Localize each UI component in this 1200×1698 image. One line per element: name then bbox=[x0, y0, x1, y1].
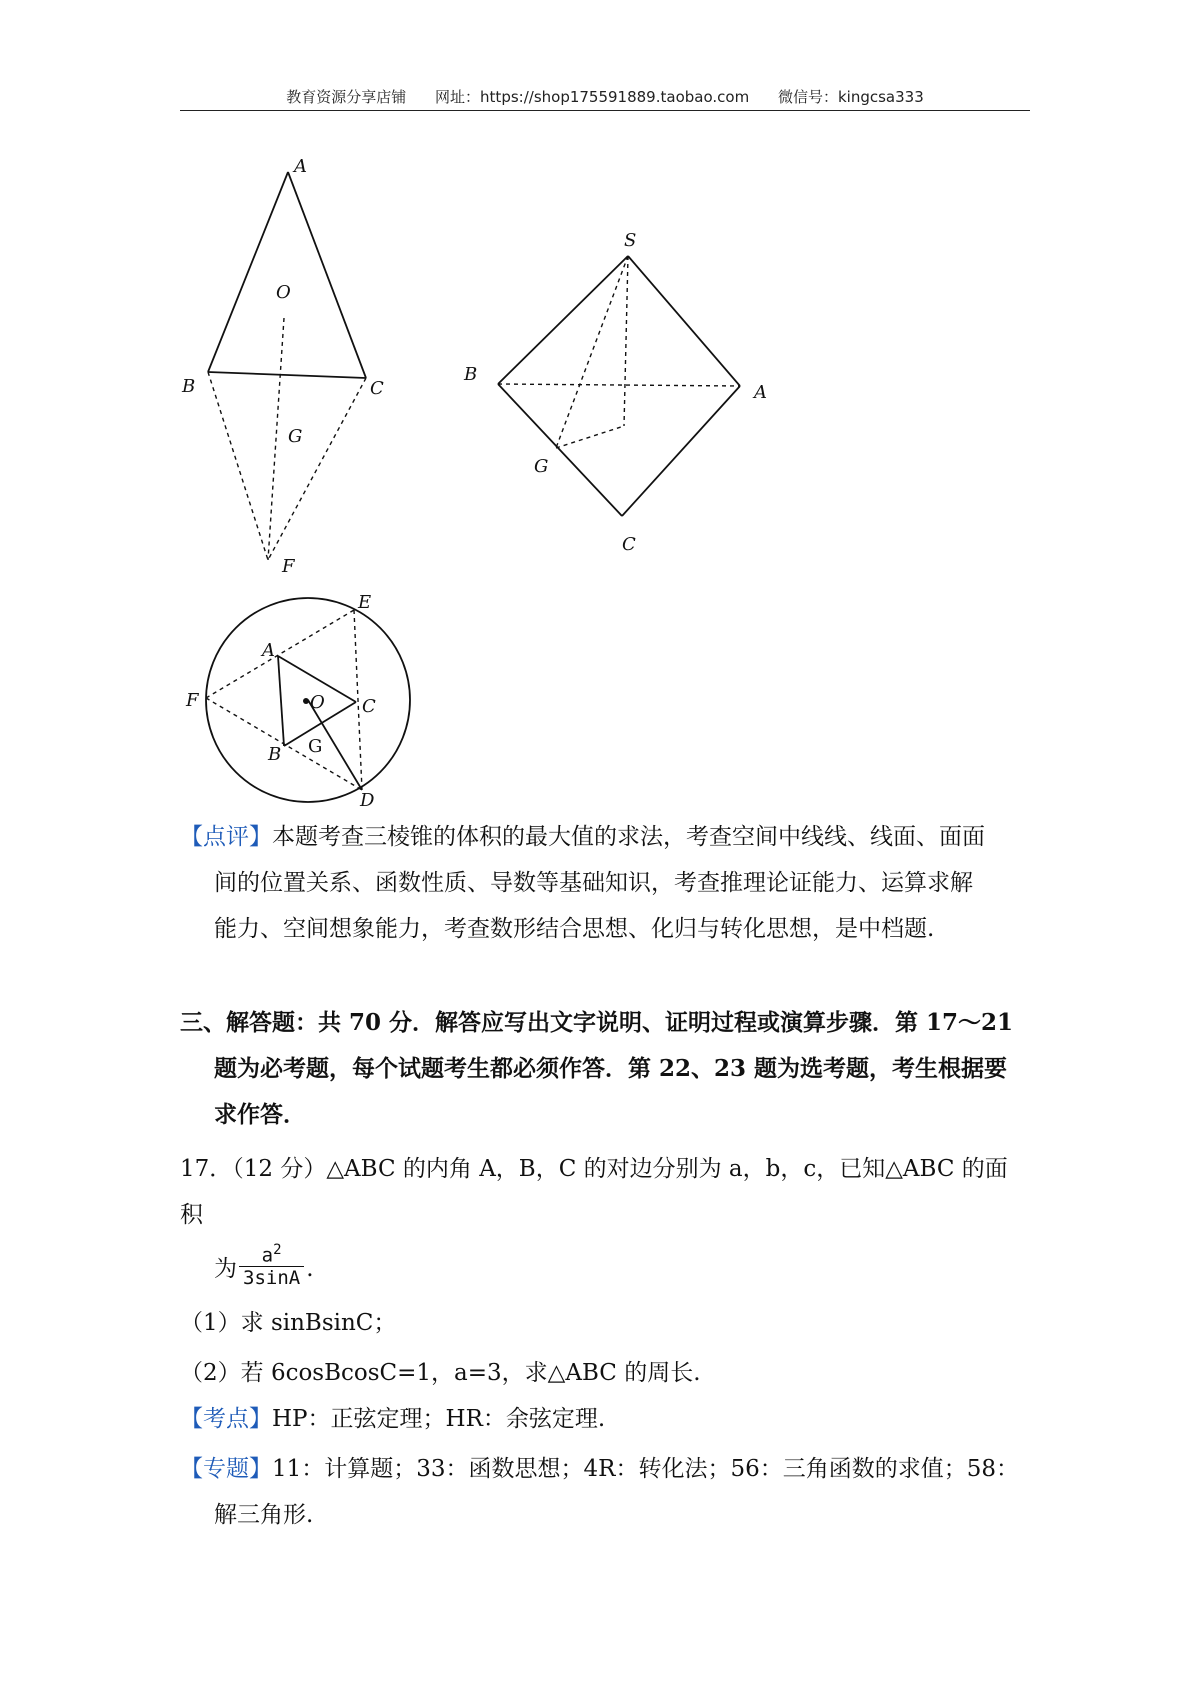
edge-SB bbox=[498, 256, 628, 384]
edge-AB bbox=[208, 172, 288, 372]
edge-SA bbox=[628, 256, 740, 386]
segment-SG bbox=[556, 256, 628, 448]
q17-line-1: 17．（12 分）△ABC 的内角 A，B，C 的对边分别为 a，b，c，已知△ABC 的面积 bbox=[180, 1156, 1008, 1228]
geometry-figures bbox=[0, 0, 1200, 820]
label-O: O bbox=[276, 282, 291, 303]
center-point-O bbox=[303, 698, 309, 704]
segment-S-foot bbox=[624, 256, 628, 426]
zhuanti-block bbox=[180, 1446, 1030, 1538]
edge-BC bbox=[208, 372, 366, 378]
fraction-denominator: 3sinA bbox=[243, 1267, 301, 1290]
label-G3: G bbox=[308, 736, 323, 757]
label-G: G bbox=[288, 426, 303, 447]
label-B3: B bbox=[268, 744, 282, 765]
segment-OF bbox=[268, 318, 284, 560]
label-S: S bbox=[624, 230, 637, 251]
section-3-line-3: 求作答． bbox=[214, 1101, 306, 1128]
edge-BA bbox=[498, 384, 740, 386]
label-A3: A bbox=[262, 640, 275, 661]
comment-line-3: 能力、空间想象能力，考查数形结合思想、化归与转化思想，是中档题. bbox=[214, 916, 935, 942]
area-fraction bbox=[239, 1239, 304, 1289]
label-E: E bbox=[358, 592, 372, 613]
edge-AC bbox=[622, 386, 740, 516]
label-G2: G bbox=[534, 456, 549, 477]
fraction-numerator: $a^2$ bbox=[239, 1239, 304, 1267]
edge-AC bbox=[288, 172, 366, 378]
comment-block bbox=[180, 814, 1030, 952]
segment-G-foot bbox=[556, 426, 624, 448]
section-3-line-1: 三、解答题：共 70 分．解答应写出文字说明、证明过程或演算步骤．第 17～21 bbox=[180, 1009, 1014, 1036]
comment-tag: 【点评】 bbox=[180, 824, 272, 850]
edge-BC bbox=[498, 384, 622, 516]
comment-line-2: 间的位置关系、函数性质、导数等基础知识，考查推理论证能力、运算求解 bbox=[214, 870, 973, 896]
label-B: B bbox=[182, 376, 196, 397]
label-C: C bbox=[370, 378, 384, 399]
header-site: 网址：https://shop175591889.taobao.com bbox=[435, 88, 750, 106]
label-D: D bbox=[360, 790, 375, 811]
q17-part-1: （1）求 sinBsinC； bbox=[180, 1310, 397, 1336]
question-17 bbox=[180, 1146, 1030, 1396]
kaodian-text: HP：正弦定理；HR：余弦定理. bbox=[272, 1406, 606, 1432]
label-C2: C bbox=[622, 534, 636, 555]
zhuanti-line-2: 解三角形. bbox=[214, 1502, 314, 1528]
kaodian-tag: 【考点】 bbox=[180, 1406, 272, 1432]
header-wechat: 微信号：kingcsa333 bbox=[777, 88, 924, 106]
edge-BF bbox=[208, 372, 268, 560]
comment-line-1: 本题考查三棱锥的体积的最大值的求法，考查空间中线线、线面、面面 bbox=[272, 824, 985, 850]
label-O3: O bbox=[310, 692, 325, 713]
zhuanti-line-1: 11：计算题；33：函数思想；4R：转化法；56：三角函数的求值；58： bbox=[272, 1456, 1020, 1482]
label-F3: F bbox=[186, 690, 199, 711]
figure-2 bbox=[498, 256, 740, 516]
section-3-line-2: 题为必考题，每个试题考生都必须作答．第 22、23 题为选考题，考生根据要 bbox=[214, 1055, 1008, 1082]
q17-part-2: （2）若 6cosBcosC=1，a=3，求△ABC 的周长. bbox=[180, 1360, 701, 1386]
edge-CF bbox=[268, 378, 366, 560]
label-A: A bbox=[294, 156, 307, 177]
q17-pre: 为 bbox=[214, 1256, 237, 1282]
kaodian-block bbox=[180, 1396, 1030, 1442]
label-C3: C bbox=[362, 696, 376, 717]
section-3-heading bbox=[180, 1000, 1030, 1138]
segment-ED bbox=[354, 610, 362, 790]
q17-post: . bbox=[306, 1256, 314, 1282]
q17-line-2 bbox=[180, 1238, 1030, 1300]
label-A2: A bbox=[754, 382, 767, 403]
header-shop: 教育资源分享店铺 bbox=[286, 88, 407, 106]
figure-1 bbox=[208, 172, 366, 560]
label-B2: B bbox=[464, 364, 478, 385]
label-F: F bbox=[282, 556, 295, 577]
edge-AB bbox=[278, 656, 284, 746]
zhuanti-tag: 【专题】 bbox=[180, 1456, 272, 1482]
